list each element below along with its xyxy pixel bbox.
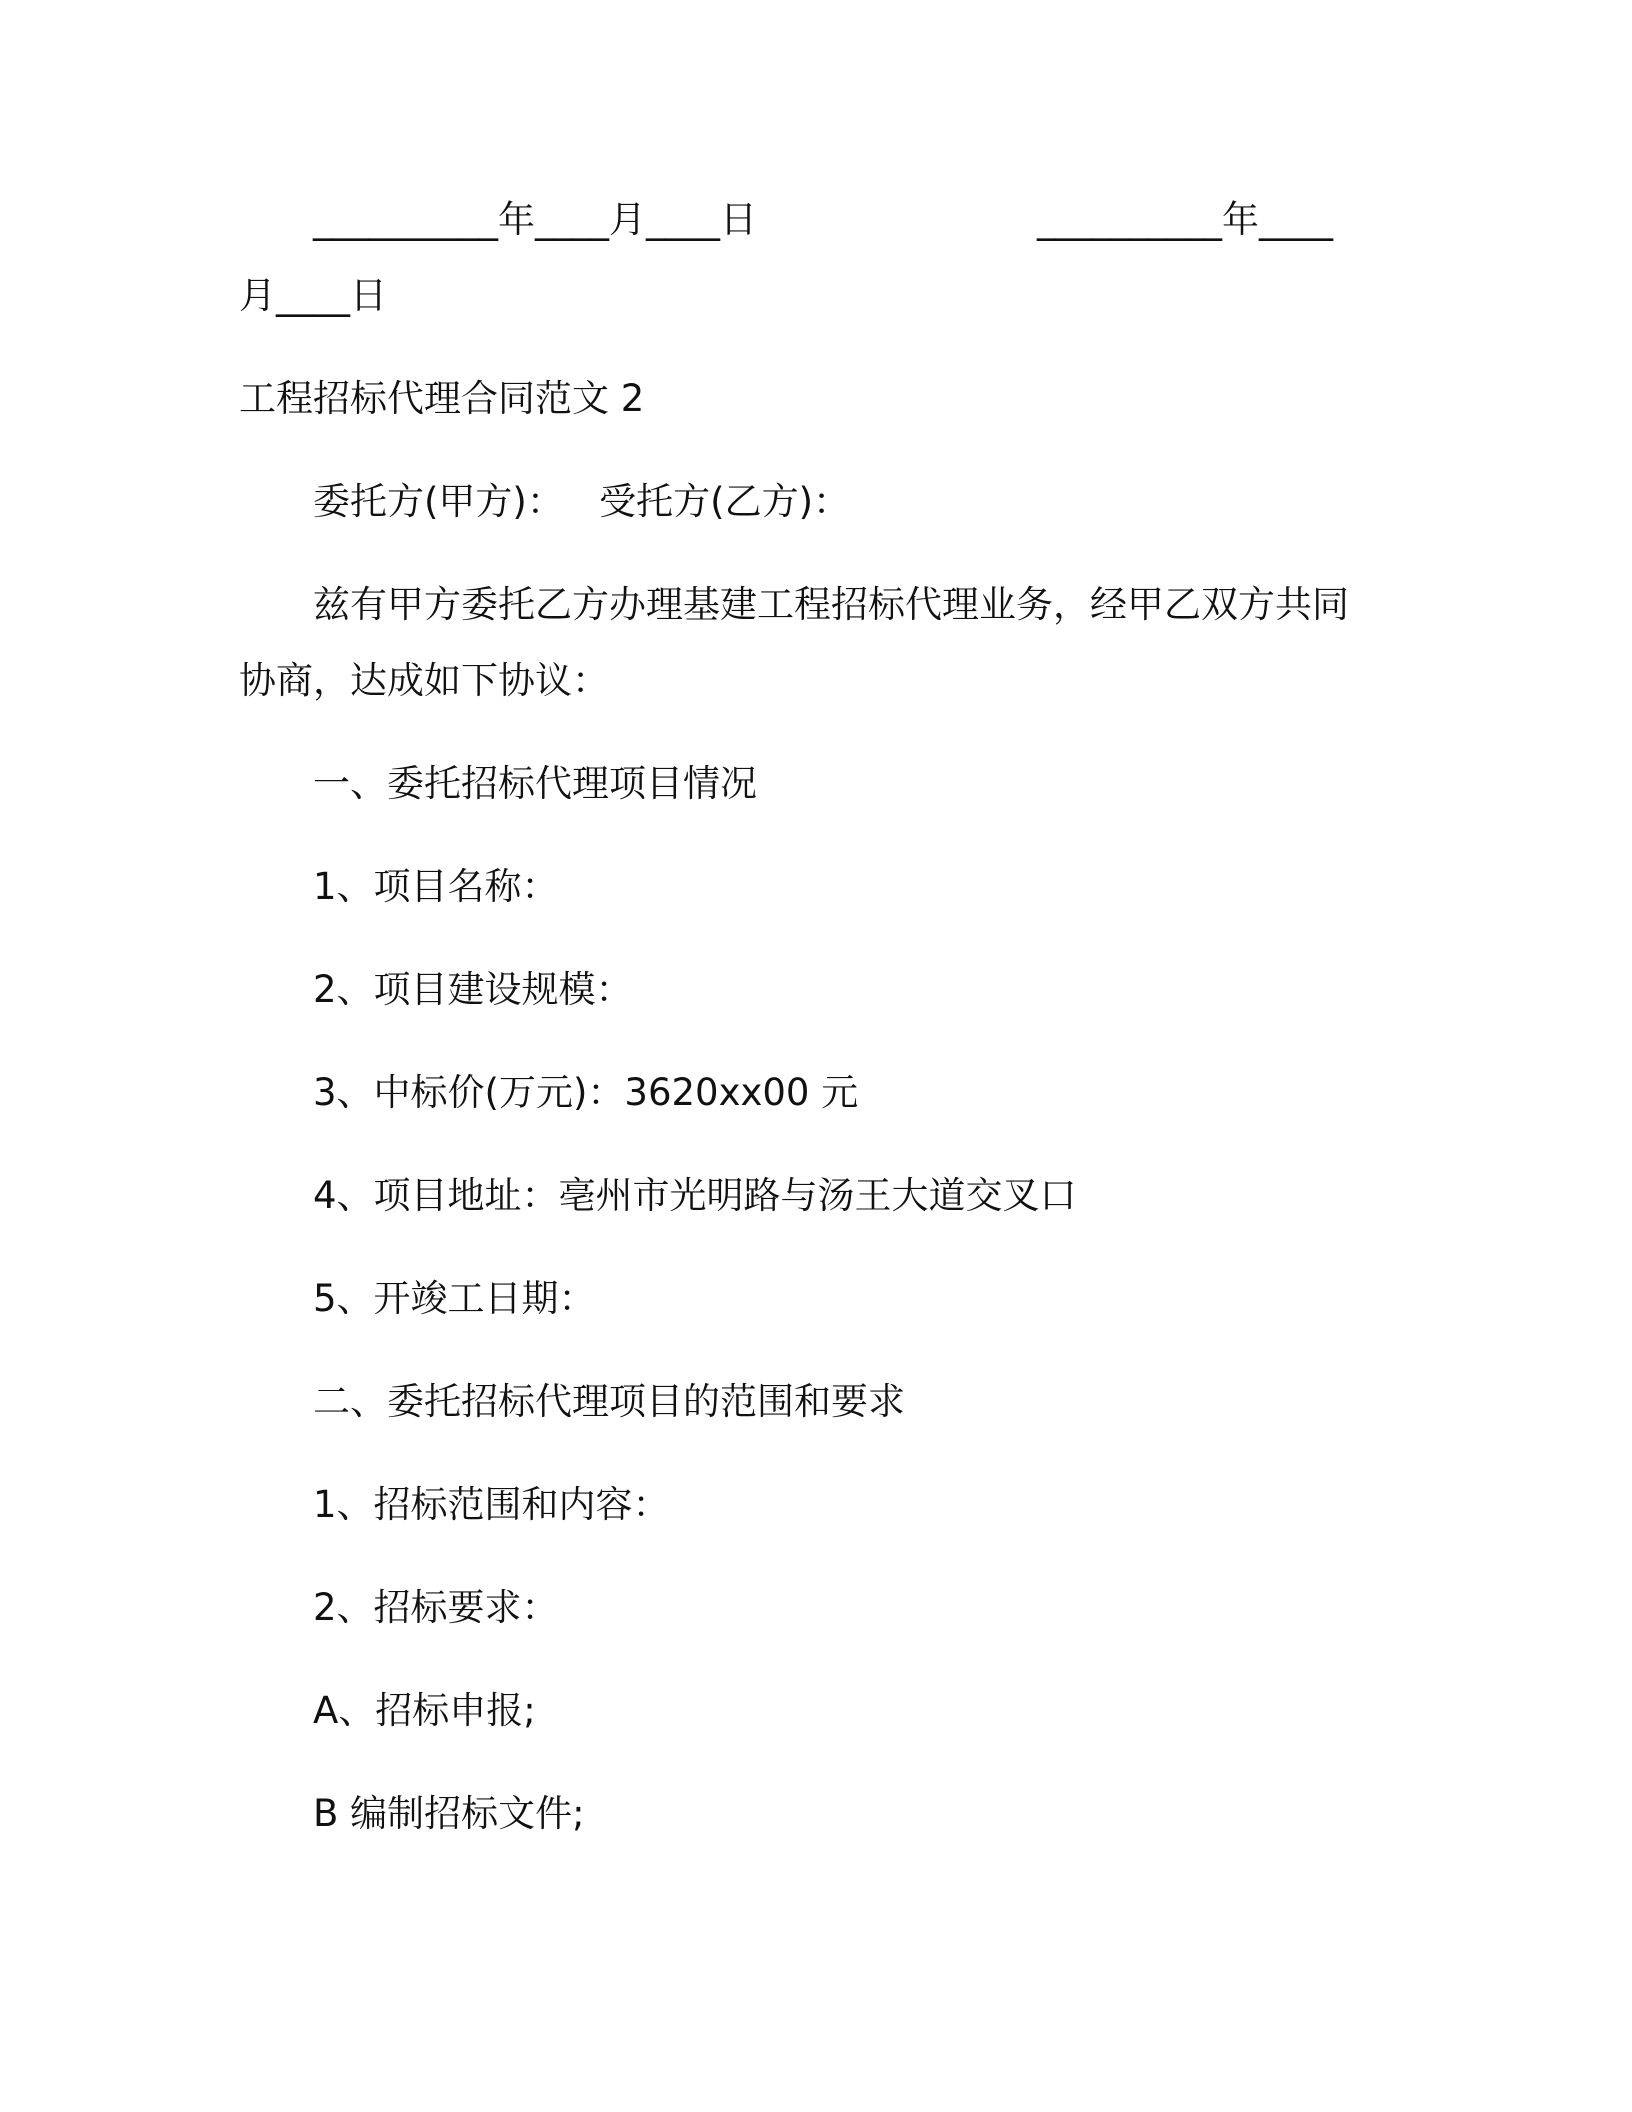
req-item-b: B 编制招标文件; [313, 1792, 585, 1835]
item-project-scale: 2、项目建设规模： [313, 968, 633, 1011]
parties-line: 委托方(甲方)： 受托方(乙方)： [313, 480, 851, 523]
signature-date-right-continued: 月____日 [239, 274, 387, 317]
req-item-a: A、招标申报; [313, 1689, 536, 1732]
heading-one: 一、委托招标代理项目情况 [313, 762, 757, 805]
item-start-end-date: 5、开竣工日期： [313, 1277, 596, 1320]
signature-date-right: __________年____ [1037, 198, 1333, 241]
item-project-address: 4、项目地址：亳州市光明路与汤王大道交叉口 [313, 1174, 1077, 1217]
signature-date-left: __________年____月____日 [313, 198, 757, 241]
req-scope-content: 1、招标范围和内容： [313, 1483, 670, 1526]
heading-two: 二、委托招标代理项目的范围和要求 [313, 1380, 905, 1423]
item-project-name: 1、项目名称： [313, 865, 559, 908]
item-bid-price: 3、中标价(万元)：3620xx00 元 [313, 1071, 859, 1114]
intro-paragraph-line-1: 兹有甲方委托乙方办理基建工程招标代理业务，经甲乙双方共同 [313, 583, 1349, 626]
intro-paragraph-line-2: 协商，达成如下协议： [239, 659, 609, 702]
req-bidding-requirements: 2、招标要求： [313, 1586, 559, 1629]
section-title: 工程招标代理合同范文 2 [239, 377, 645, 420]
